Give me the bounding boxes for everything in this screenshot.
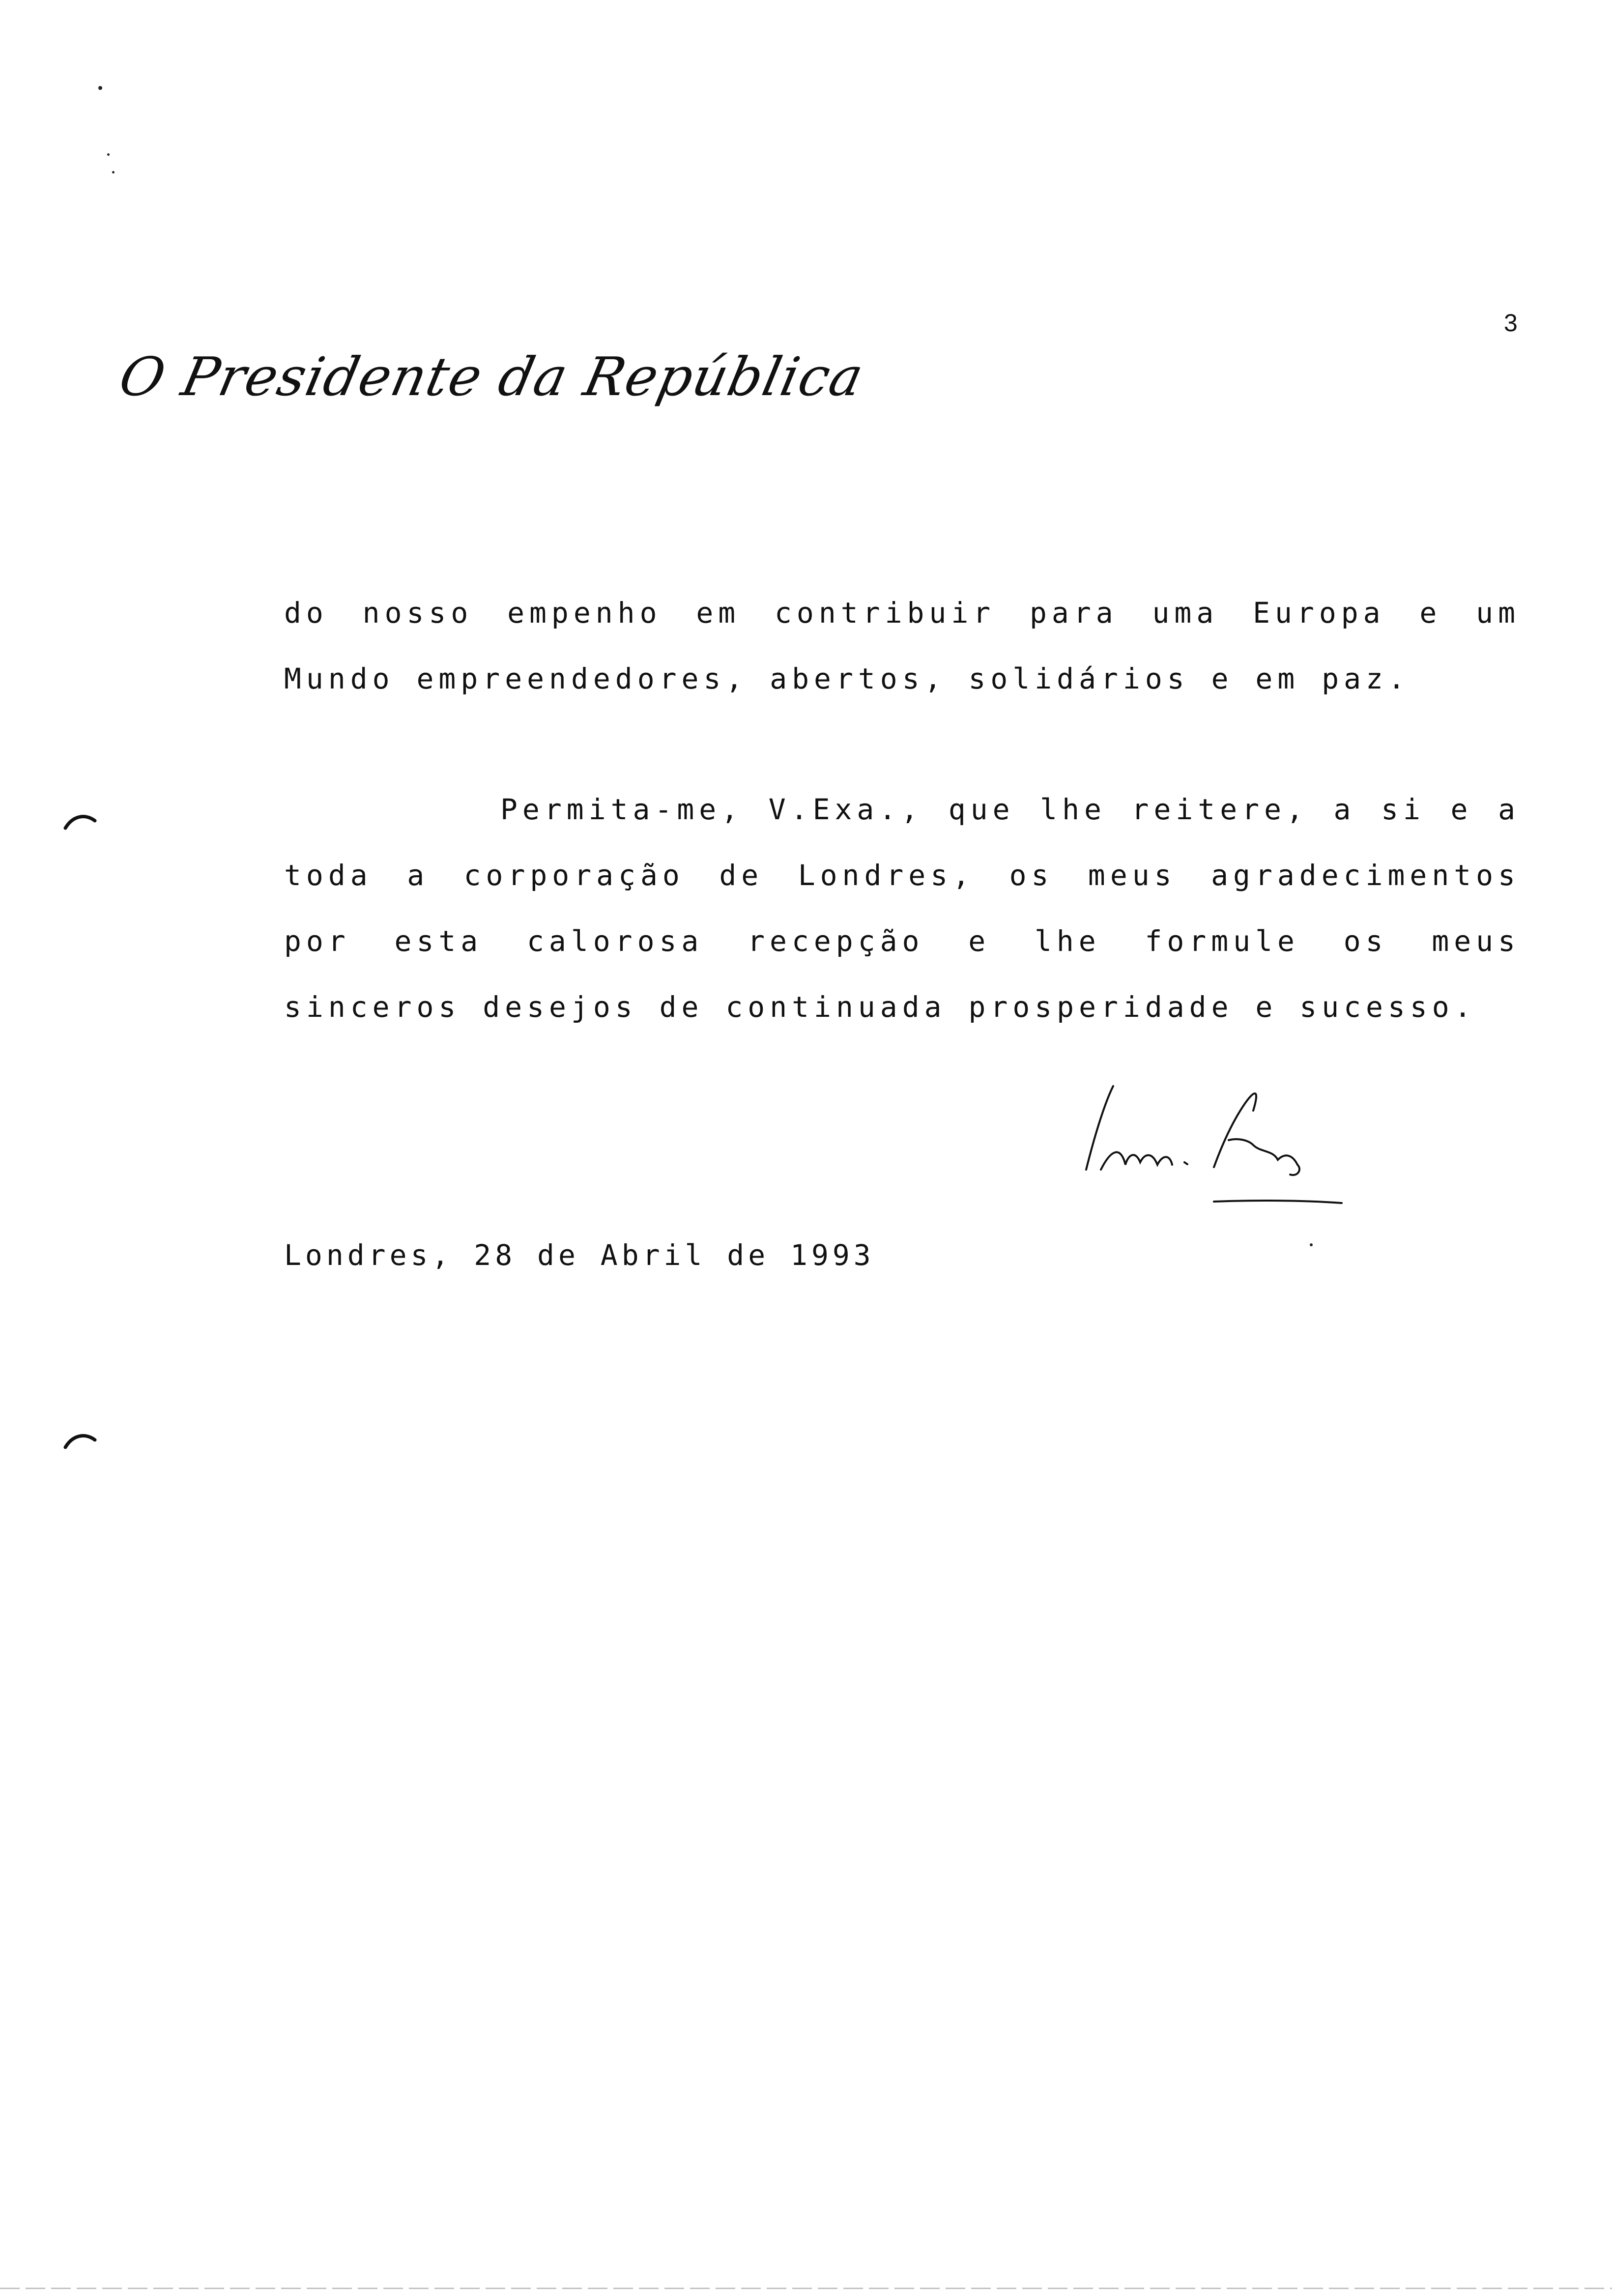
paragraph-2: Permita-me, V.Exa., que lhe reitere, a si e a toda a corporação de Londres, os meus agradecimentos por esta calorosa recepção e lhe formule os meus sinceros desejos de continuada prosperidade e sucesso.	[284, 793, 1520, 1024]
closing-place-date: Londres, 28 de Abril de 1993	[284, 1238, 875, 1272]
handwritten-signature	[1066, 1071, 1356, 1219]
paragraph-1: do nosso empenho em contribuir para uma Europa e um Mundo empreendedores, abertos, solidários e em paz.	[284, 596, 1520, 695]
margin-mark	[63, 811, 97, 831]
scan-speck	[1310, 1243, 1313, 1246]
scan-edge-line	[0, 2288, 1612, 2289]
scan-speck	[98, 86, 102, 90]
margin-mark	[63, 1430, 97, 1450]
letterhead: O Presidente da República	[114, 346, 869, 408]
scan-speck	[107, 153, 110, 156]
page-number: 3	[1504, 309, 1518, 337]
scan-speck	[112, 171, 115, 173]
